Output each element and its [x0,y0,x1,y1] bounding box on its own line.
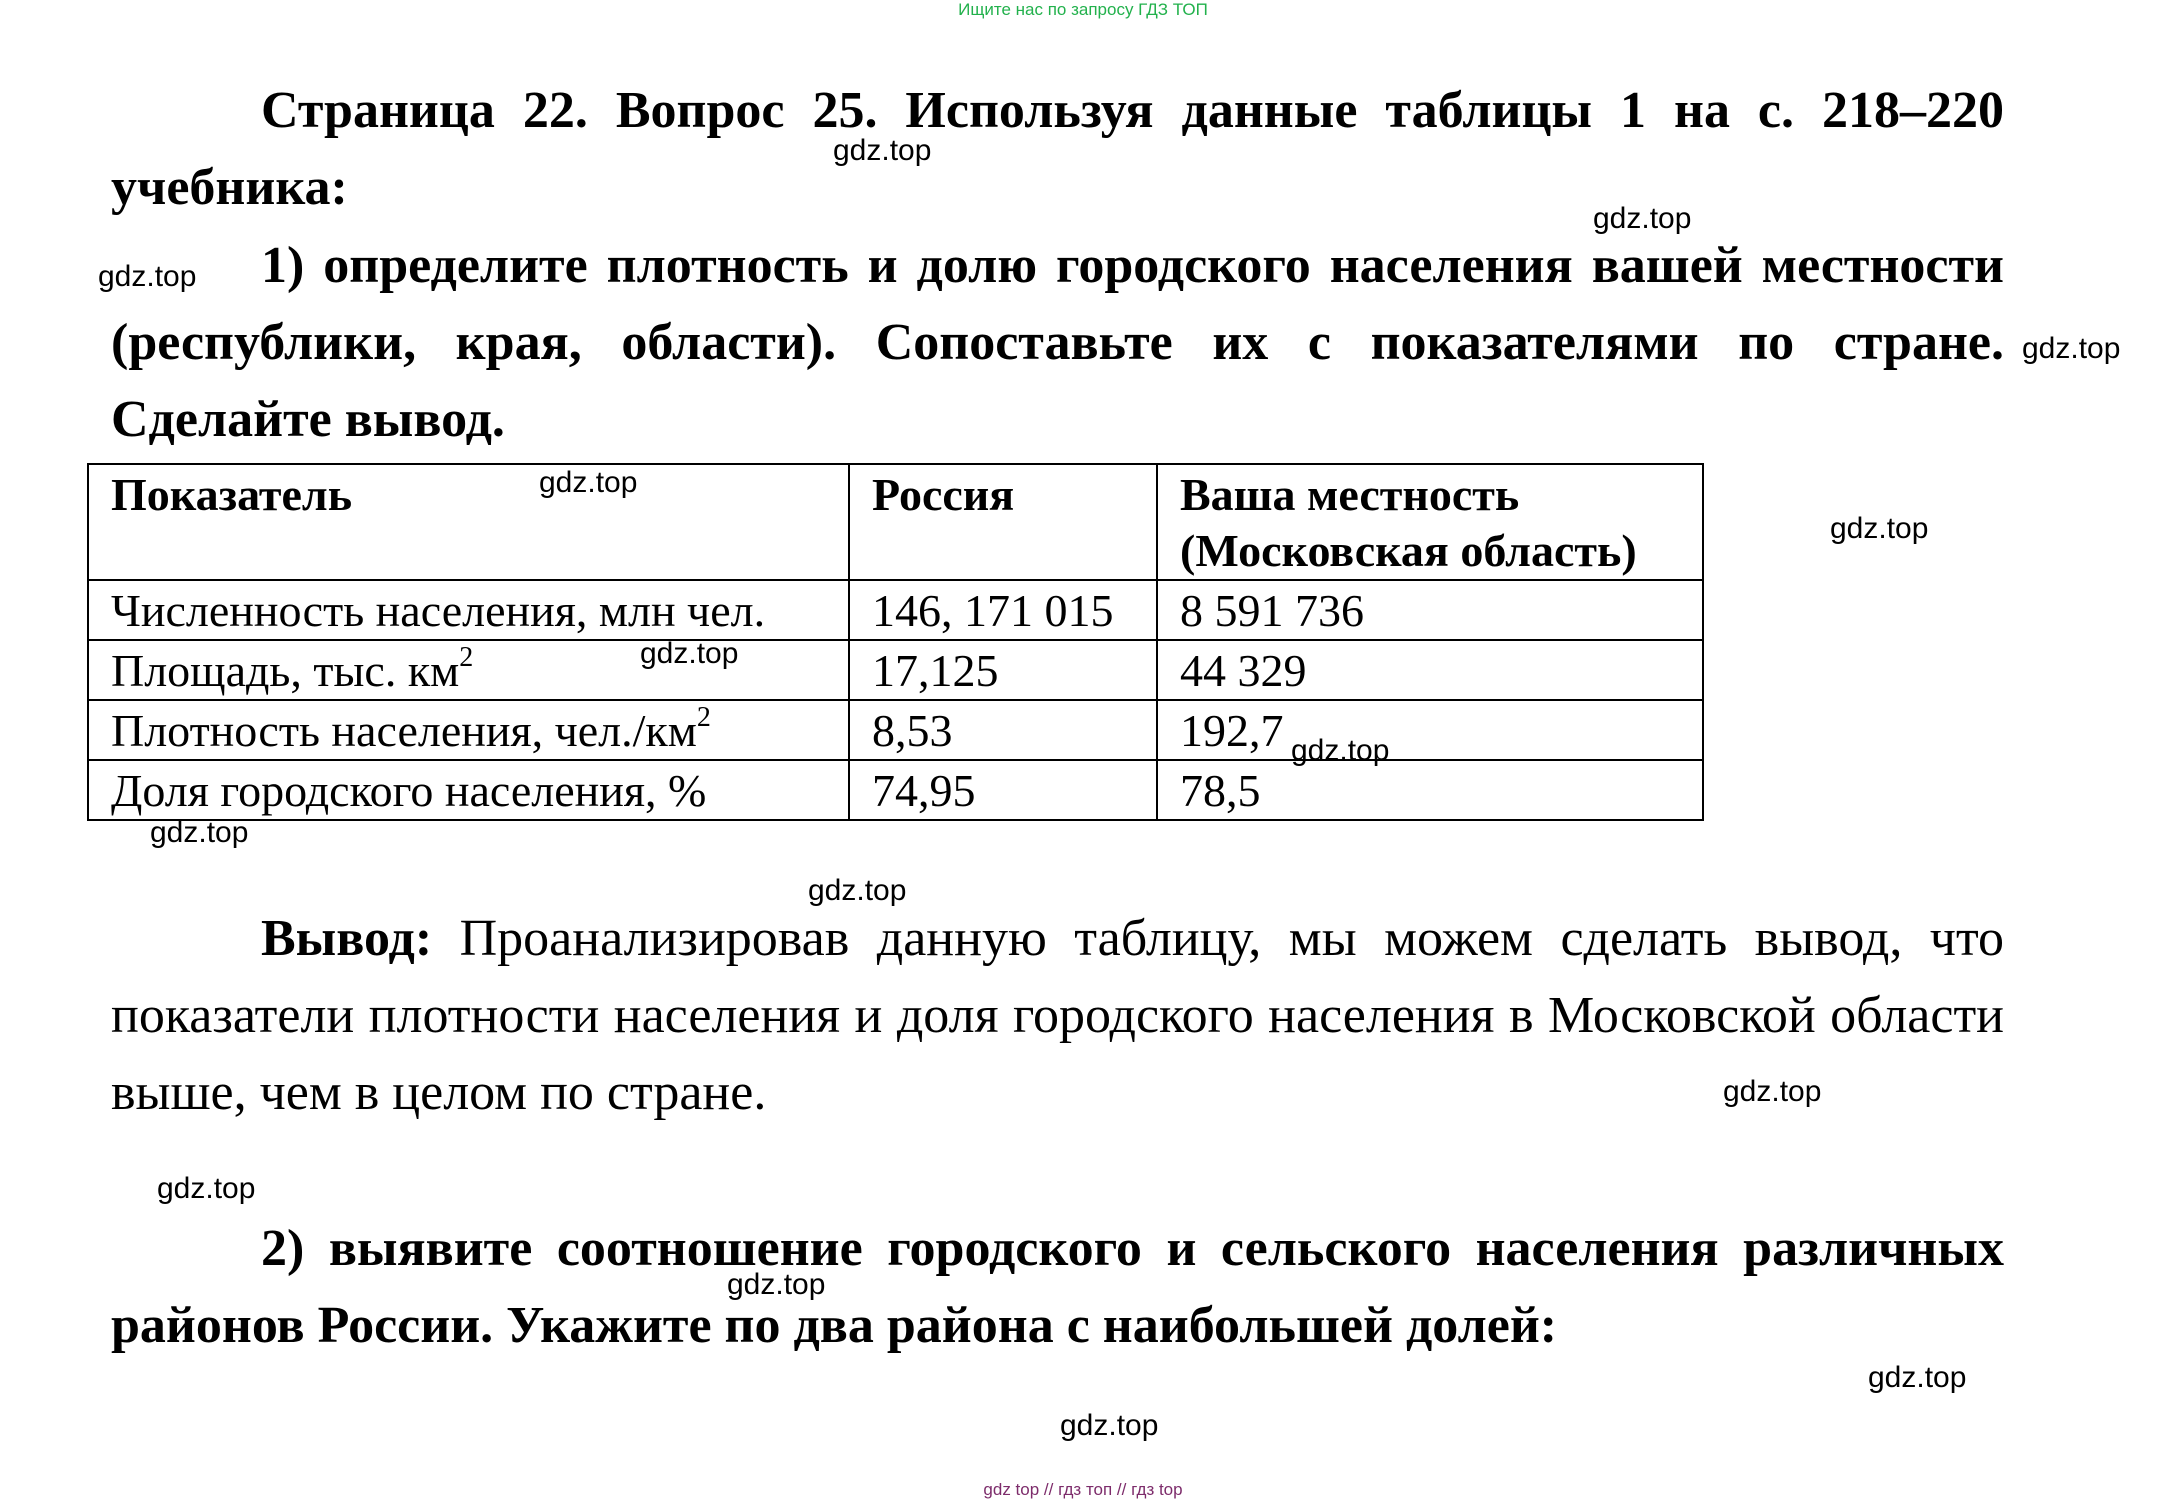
watermark: gdz.top [640,637,739,670]
watermark: gdz.top [98,260,197,293]
header-region: Ваша местность (Московская область) [1157,464,1703,580]
conclusion-text: Проанализировав данную таблицу, мы можем сделать вывод, что показатели плотности населения и доля городского населения в Московской области выше, чем в целом по стране. [111,910,2004,1121]
watermark: gdz.top [1868,1361,1967,1394]
header-indicator: Показатель [88,464,849,580]
row-russia-value: 74,95 [849,760,1157,820]
watermark: gdz.top [1060,1409,1159,1442]
header-russia: Россия [849,464,1157,580]
row-label: Доля городского населения, % [88,760,849,820]
bottom-banner: gdz top // гдз топ // гдз top [983,1480,1183,1499]
table-row [88,700,1703,760]
watermark: gdz.top [1593,202,1692,235]
row-region-value: 8 591 736 [1157,580,1703,640]
question-title: Страница 22. Вопрос 25. Используя данные таблицы 1 на с. 218–220 учебника: [111,82,2004,216]
top-banner: Ищите нас по запросу ГДЗ ТОП [958,0,1208,19]
conclusion-paragraph [111,900,2004,1131]
watermark: gdz.top [1723,1075,1822,1108]
row-russia-value: 146, 171 015 [849,580,1157,640]
watermark: gdz.top [150,816,249,849]
row-russia-value: 17,125 [849,640,1157,700]
conclusion-label: Вывод: [261,910,433,967]
task-1-text: 1) определите плотность и долю городского населения вашей местности (республики, края, области). Сопоставьте их с показателями по стране. Сделайте вывод. [111,237,2004,448]
watermark: gdz.top [833,134,932,167]
watermark: gdz.top [539,466,638,499]
watermark: gdz.top [1291,734,1390,767]
row-region-value: 192,7 [1157,700,1703,760]
superscript: 2 [459,642,474,673]
row-label: Площадь, тыс. $км^2$ [88,640,849,700]
row-region-value: 78,5 [1157,760,1703,820]
table-header-row [88,464,1703,580]
watermark: gdz.top [1830,512,1929,545]
row-label: Плотность населения, $чел./км^2$ [88,700,849,760]
row-region-value: 44 329 [1157,640,1703,700]
data-table [87,463,1704,821]
table-row [88,760,1703,820]
superscript: 2 [696,702,711,733]
row-label: Численность населения, млн чел. [88,580,849,640]
table-row [88,640,1703,700]
watermark: gdz.top [808,874,907,907]
table-row [88,580,1703,640]
watermark: gdz.top [157,1172,256,1205]
row-russia-value: 8,53 [849,700,1157,760]
task-2-text: 2) выявите соотношение городского и сельского населения различных районов России. Укажите по два района с наибольшей долей: [111,1220,2004,1354]
watermark: gdz.top [727,1268,826,1301]
watermark: gdz.top [2022,332,2121,365]
